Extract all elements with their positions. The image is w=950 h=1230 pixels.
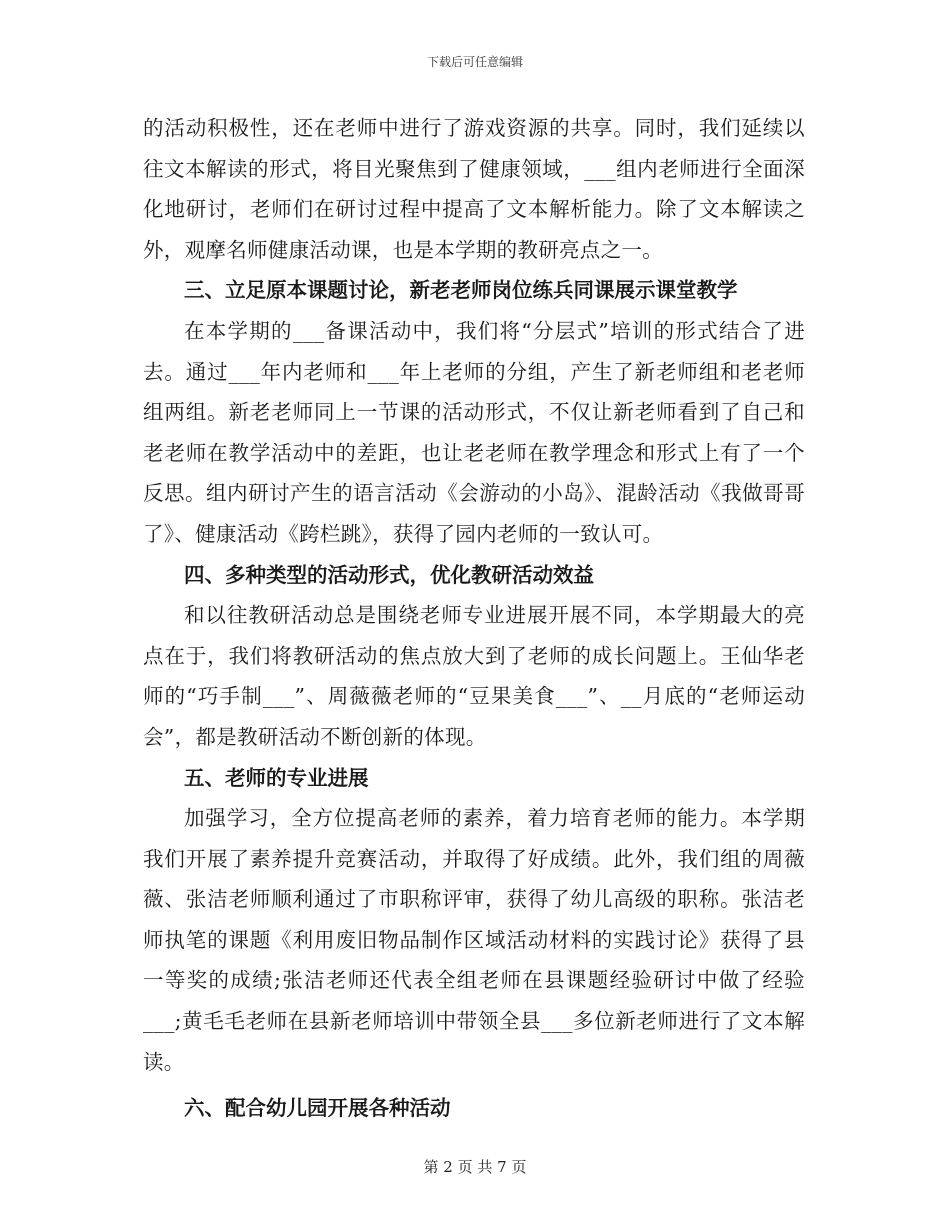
paragraph-section-3: 在本学期的___备课活动中，我们将“分层式”培训的形式结合了进去。通过___年内老师和___年上老师的分组，产生了新老师组和老老师组两组。新老老师同上一节课的活动形式，不仅让新老师看到了自己和老老师在教学活动中的差距，也让老老师在教学理念和形式上有了一个反思。组内研讨产生的语言活动《会游动的小岛》、混龄活动《我做哥哥了》、健康活动《跨栏跳》，获得了园内老师的一致认可。 [143, 318, 805, 546]
section-heading-4: 四、多种类型的活动形式，优化教研活动效益 [184, 562, 594, 587]
section-heading-5: 五、老师的专业进展 [184, 765, 369, 790]
section-heading-6: 六、配合幼儿园开展各种活动 [184, 1096, 451, 1121]
header-note: 下载后可任意编辑 [426, 55, 523, 69]
paragraph-continued: 的活动积极性，还在老师中进行了游戏资源的共享。同时，我们延续以往文本解读的形式，将目光聚焦到了健康领域，___组内老师进行全面深化地研讨，老师们在研讨过程中提高了文本解析能力。除了文本解读之外，观摩名师健康活动课，也是本学期的教研亮点之一。 [143, 116, 805, 262]
page-indicator: 第 2 页 共 7 页 [423, 1158, 527, 1176]
document-body [143, 108, 805, 1129]
paragraph-section-4: 和以往教研活动总是围绕老师专业进展开展不同，本学期最大的亮点在于，我们将教研活动的焦点放大到了老师的成长问题上。王仙华老师的“巧手制___”、周薇薇老师的“豆果美食___”、__月底的“老师运动会”，都是教研活动不断创新的体现。 [143, 603, 805, 749]
paragraph-section-5: 加强学习，全方位提高老师的素养，着力培育老师的能力。本学期我们开展了素养提升竞赛活动，并取得了好成绩。此外，我们组的周薇薇、张洁老师顺利通过了市职称评审，获得了幼儿高级的职称。张洁老师执笔的课题《利用废旧物品制作区域活动材料的实践讨论》获得了县一等奖的成绩;张洁老师还代表全组老师在县课题经验研讨中做了经验___;黄毛毛老师在县新老师培训中带领全县___多位新老师进行了文本解读。 [143, 806, 805, 1074]
section-heading-3: 三、立足原本课题讨论，新老老师岗位练兵同课展示课堂教学 [184, 278, 738, 303]
